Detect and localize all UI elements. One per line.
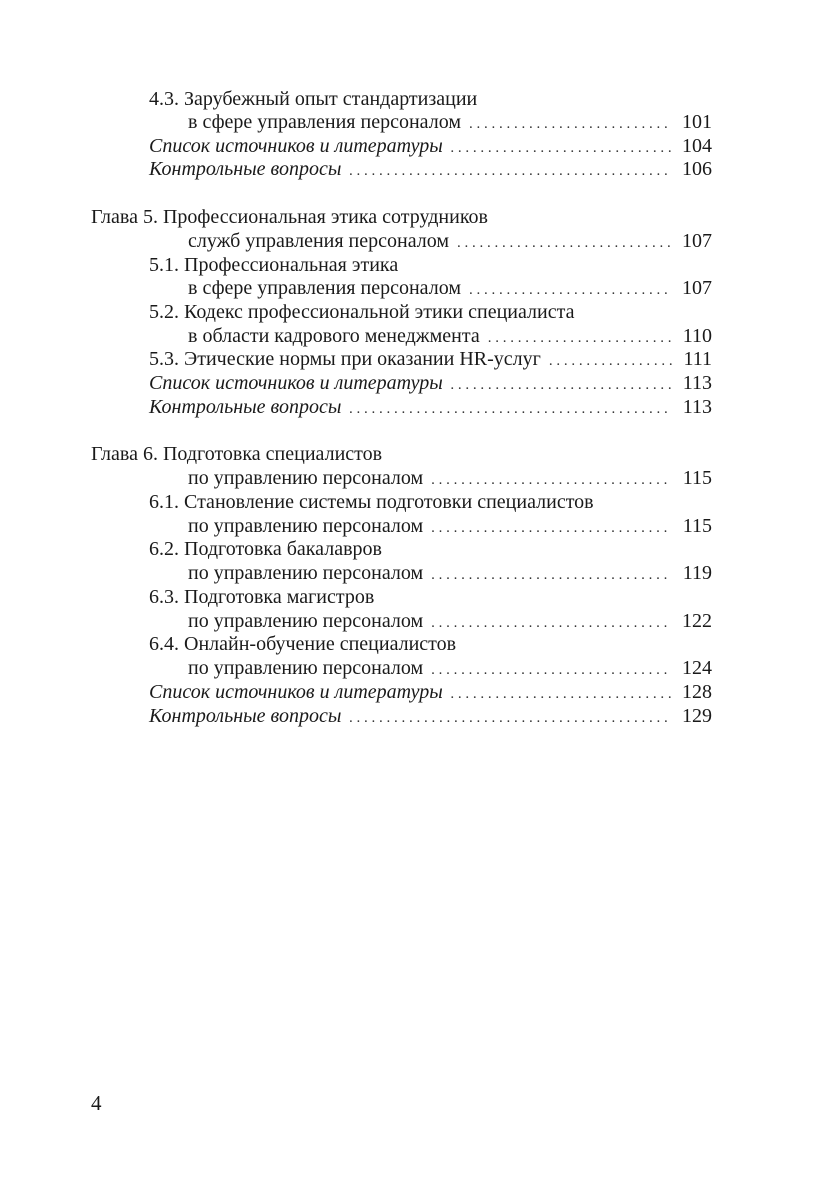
toc-entry-text: 6.1. Становление системы подготовки специалистов (149, 491, 594, 513)
toc-entry-5-sources (149, 371, 712, 395)
toc-page-number: 122 (682, 610, 712, 632)
toc-entry-6-2-line2 (188, 561, 712, 585)
dot-leader (431, 611, 672, 635)
toc-entry-4-3-line2 (188, 110, 712, 134)
toc-entry-text: 5.2. Кодекс профессиональной этики специалиста (149, 301, 575, 323)
toc-entry-4-questions (149, 157, 712, 181)
toc-entry-text: по управлению персоналом (188, 467, 424, 489)
toc-entry-text: 6.4. Онлайн-обучение специалистов (149, 633, 457, 655)
dot-leader (431, 516, 672, 540)
toc-page-number: 113 (682, 372, 712, 394)
toc-entry-text: служб управления персоналом (188, 230, 450, 252)
toc-entry-text: по управлению персоналом (188, 610, 424, 632)
dot-leader (469, 278, 672, 302)
toc-entry-text: 6.3. Подготовка магистров (149, 586, 375, 608)
dot-leader (431, 468, 672, 492)
toc-entry-text: Список источников и литературы (149, 135, 443, 157)
toc-entry-text: Глава 5. Профессиональная этика сотрудников (91, 206, 488, 228)
dot-leader (431, 658, 672, 682)
toc-page-number: 104 (682, 135, 712, 157)
toc-page-number: 124 (682, 657, 712, 679)
toc-entry-text: 5.1. Профессиональная этика (149, 254, 399, 276)
toc-chapter-5-title-line2 (188, 229, 712, 253)
toc-entry-6-2-line1 (149, 537, 382, 561)
toc-entry-text: Контрольные вопросы (149, 158, 342, 180)
toc-entry-6-3-line2 (188, 609, 712, 633)
dot-leader (451, 373, 672, 397)
toc-entry-5-1-line1 (149, 253, 398, 277)
toc-page-number: 129 (682, 705, 712, 727)
toc-entry-5-2-line2 (188, 324, 712, 348)
toc-page-number: 113 (682, 396, 712, 418)
toc-entry-text: Контрольные вопросы (149, 705, 342, 727)
toc-page-number: 101 (682, 111, 712, 133)
toc-page-number: 128 (682, 681, 712, 703)
toc-entry-4-sources (149, 134, 712, 158)
toc-page-number: 106 (682, 158, 712, 180)
toc-page-number: 111 (683, 348, 712, 370)
dot-leader (431, 563, 672, 587)
toc-chapter-5-title-line1 (91, 205, 488, 229)
toc-entry-text: в сфере управления персоналом (188, 111, 461, 133)
toc-entry-6-questions (149, 704, 712, 728)
page-number: 4 (91, 1091, 102, 1115)
toc-entry-5-questions (149, 395, 712, 419)
dot-leader (549, 349, 672, 373)
toc-entry-6-4-line2 (188, 656, 712, 680)
toc-entry-6-1-line1 (149, 490, 594, 514)
toc-entry-text: по управлению персоналом (188, 562, 424, 584)
toc-chapter-6-title-line1 (91, 442, 382, 466)
toc-entry-4-3-line1 (149, 87, 477, 111)
toc-page-number: 110 (682, 325, 712, 347)
toc-entry-text: 4.3. Зарубежный опыт стандартизации (149, 88, 478, 110)
toc-entry-6-4-line1 (149, 632, 456, 656)
dot-leader (457, 231, 672, 255)
toc-entry-5-1-line2 (188, 276, 712, 300)
toc-entry-text: Контрольные вопросы (149, 396, 342, 418)
toc-entry-text: по управлению персоналом (188, 657, 424, 679)
toc-entry-text: 5.3. Этические нормы при оказании HR-услуг (149, 348, 541, 370)
toc-entry-6-1-line2 (188, 514, 712, 538)
dot-leader (349, 159, 672, 183)
dot-leader (469, 112, 672, 136)
toc-entry-text: Глава 6. Подготовка специалистов (91, 443, 383, 465)
toc-entry-text: Список источников и литературы (149, 681, 443, 703)
toc-entry-6-3-line1 (149, 585, 374, 609)
toc-entry-text: в области кадрового менеджмента (188, 325, 480, 347)
toc-entry-5-2-line1 (149, 300, 574, 324)
toc-chapter-6-title-line2 (188, 466, 712, 490)
toc-entry-text: Список источников и литературы (149, 372, 443, 394)
toc-page-number: 107 (682, 277, 712, 299)
toc-page-number: 115 (682, 467, 712, 489)
toc-page-number: 115 (682, 515, 712, 537)
toc-page-number: 119 (682, 562, 712, 584)
toc-entry-6-sources (149, 680, 712, 704)
dot-leader (349, 397, 672, 421)
toc-entry-text: по управлению персоналом (188, 515, 424, 537)
dot-leader (451, 682, 672, 706)
toc-entry-text: 6.2. Подготовка бакалавров (149, 538, 382, 560)
toc-entry-5-3 (149, 347, 712, 371)
toc-page-number: 107 (682, 230, 712, 252)
dot-leader (349, 706, 672, 730)
toc-entry-text: в сфере управления персоналом (188, 277, 461, 299)
